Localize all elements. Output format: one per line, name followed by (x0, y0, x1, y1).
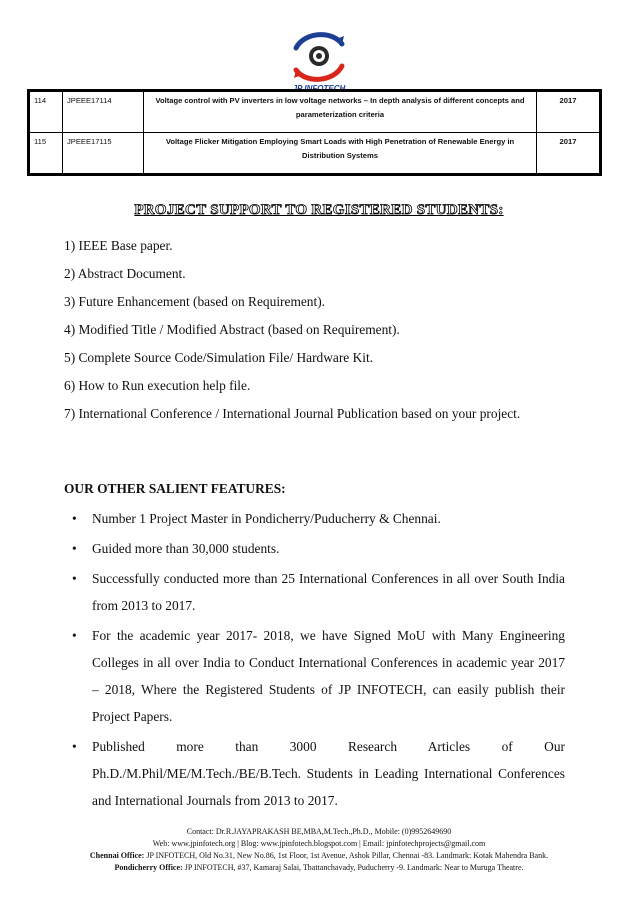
support-item: 7) International Conference / International Journal Publication based on your project. (64, 406, 521, 421)
footer-chennai (20, 850, 618, 862)
project-code-cell: JPEEE17114 (63, 91, 144, 133)
feature-text: Number 1 Project Master in Pondicherry/Puducherry & Chennai. (92, 511, 441, 526)
logo-text: JP INFOTECH (292, 84, 346, 93)
feature-item (72, 622, 565, 730)
support-item: 1) IEEE Base paper. (64, 238, 173, 253)
bullet-icon: • (72, 511, 77, 526)
pondicherry-address: JP INFOTECH, #37, Kamaraj Salai, Thattanchavady, Puducherry -9. Landmark: Near to Muruga Theatre. (182, 863, 524, 872)
support-item: 2) Abstract Document. (64, 266, 186, 281)
project-code-cell: JPEEE17115 (63, 133, 144, 175)
feature-text: Guided more than 30,000 students. (92, 541, 280, 556)
features-list (72, 505, 565, 817)
jp-infotech-logo (284, 26, 354, 86)
support-item: 4) Modified Title / Modified Abstract (based on Requirement). (64, 322, 400, 337)
serial-number-cell: 115 (29, 133, 63, 175)
feature-item (72, 565, 565, 619)
bullet-icon: • (72, 571, 77, 586)
chennai-address: JP INFOTECH, Old No.31, New No.86, 1st Floor, 1st Avenue, Ashok Pillar, Chennai -83. Landmark: Kotak Mahendra Bank. (144, 851, 549, 860)
support-item: 6) How to Run execution help file. (64, 378, 251, 393)
footer-web: Web: www.jpinfotech.org | Blog: www.jpinfotech.blogspot.com | Email: jpinfotechprojects@gmail.com (152, 839, 486, 848)
year-cell: 2017 (537, 91, 601, 133)
bullet-icon: • (72, 739, 77, 754)
table-row (29, 133, 601, 175)
table-row (29, 91, 601, 133)
year-cell: 2017 (537, 133, 601, 175)
footer-pondicherry (20, 862, 618, 874)
pondicherry-label: Pondicherry Office: (114, 863, 183, 872)
footer (20, 826, 618, 874)
footer-contact: Contact: Dr.R.JAYAPRAKASH BE,MBA,M.Tech.,Ph.D., Mobile: (0)9952649690 (186, 827, 452, 836)
feature-item (72, 733, 565, 814)
feature-text: For the academic year 2017- 2018, we have Signed MoU with Many Engineering Colleges in all over India to Conduct International Conferences in academic year 2017 – 2018, Where the Registered Students of JP INFOTECH, can easily publish their Project Papers. (92, 628, 565, 724)
project-table (27, 89, 602, 176)
feature-text: Published more than 3000 Research Articles of Our Ph.D./M.Phil/ME/M.Tech./BE/B.Tech. Students in Leading International Conferences and International Journals from 2013 to 2017. (92, 739, 565, 808)
support-item: 3) Future Enhancement (based on Requirement). (64, 294, 326, 309)
support-heading: PROJECT SUPPORT TO REGISTERED STUDENTS: (134, 202, 504, 218)
feature-item (72, 535, 565, 562)
feature-item (72, 505, 565, 532)
bullet-icon: • (72, 628, 77, 643)
project-title-cell: Voltage control with PV inverters in low voltage networks – In depth analysis of different concepts and parameterization criteria (144, 91, 537, 133)
support-list (64, 232, 584, 428)
serial-number-cell: 114 (29, 91, 63, 133)
feature-text: Successfully conducted more than 25 International Conferences in all over South India from 2013 to 2017. (92, 571, 565, 613)
support-item: 5) Complete Source Code/Simulation File/ Hardware Kit. (64, 350, 374, 365)
features-heading: OUR OTHER SALIENT FEATURES: (64, 481, 286, 496)
project-title-cell: Voltage Flicker Mitigation Employing Smart Loads with High Penetration of Renewable Energy in Distribution Systems (144, 133, 537, 175)
chennai-label: Chennai Office: (89, 851, 145, 860)
bullet-icon: • (72, 541, 77, 556)
